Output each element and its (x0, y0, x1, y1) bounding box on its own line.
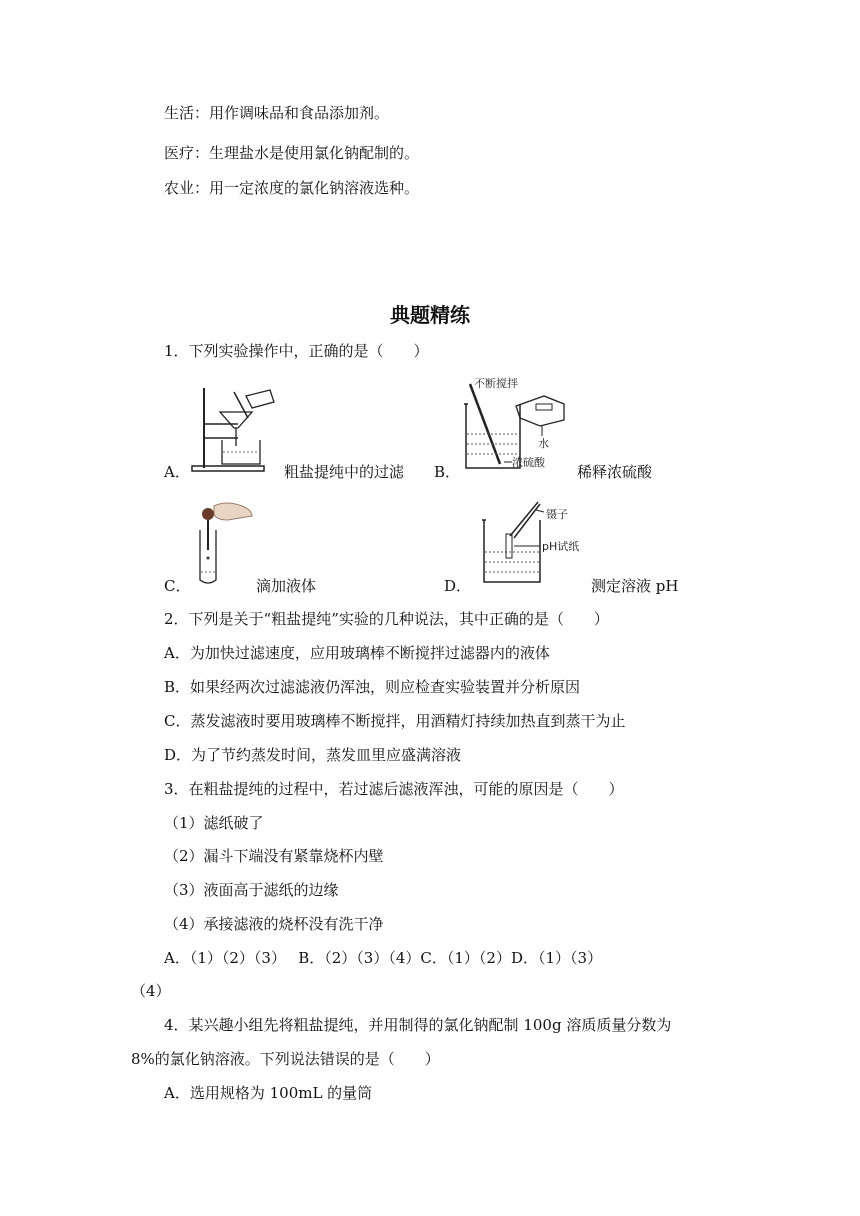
q1-option-c-letter: C． (164, 577, 191, 595)
q1-option-a-caption: 粗盐提纯中的过滤 (284, 463, 405, 481)
q3-stem: 3．在粗盐提纯的过程中，若过滤后滤液浑浊，可能的原因是（ ） (164, 780, 624, 798)
intro-agriculture: 农业：用一定浓度的氯化钠溶液选种。 (164, 179, 420, 197)
q1-option-d-caption: 测定溶液 pH (591, 577, 679, 595)
q3-item-2: （2）漏斗下端没有紧靠烧杯内壁 (164, 847, 384, 865)
fig-label-ph-paper: pH试纸 (542, 540, 580, 553)
q2-option-b: B．如果经两次过滤滤液仍浑浊，则应检查实验装置并分析原因 (164, 678, 581, 696)
q1-option-b-letter: B． (434, 463, 461, 481)
q1-option-b-caption: 稀释浓硫酸 (577, 463, 653, 481)
q3-options: A．（1）（2）（3） B．（2）（3）（4）C．（1）（2）D．（1）（3） (164, 949, 603, 967)
q2-option-d: D．为了节约蒸发时间，蒸发皿里应盛满溶液 (164, 746, 462, 764)
ph-test-figure (480, 496, 590, 588)
q1-option-d-letter: D． (444, 577, 472, 595)
q3-item-4: （4）承接滤液的烧杯没有洗干净 (164, 915, 384, 933)
fig-label-stir: 不断搅拌 (474, 377, 518, 390)
q4-stem-line2: 8%的氯化钠溶液。下列说法错误的是（ ） (131, 1050, 440, 1068)
q2-stem: 2．下列是关于“粗盐提纯”实验的几种说法，其中正确的是（ ） (164, 610, 609, 628)
q1-stem: 1．下列实验操作中，正确的是（ ） (164, 342, 429, 360)
filtration-figure (190, 382, 280, 474)
q1-option-a-letter: A． (164, 463, 190, 481)
q1-option-c-caption: 滴加液体 (256, 577, 317, 595)
intro-medical: 医疗：生理盐水是使用氯化钠配制的。 (164, 144, 420, 162)
q3-item-1: （1）滤纸破了 (164, 814, 264, 832)
fig-label-tweezers: 镊子 (546, 508, 568, 521)
q2-option-a: A．为加快过滤速度，应用玻璃棒不断搅拌过滤器内的液体 (164, 644, 550, 662)
intro-life: 生活：用作调味品和食品添加剂。 (164, 104, 390, 122)
q3-options-wrap: （4） (131, 982, 171, 1000)
q3-item-3: （3）液面高于滤纸的边缘 (164, 881, 339, 899)
q4-stem-line1: 4．某兴趣小组先将粗盐提纯，并用制得的氯化钠配制 100g 溶质质量分数为 (164, 1016, 672, 1034)
q4-option-a: A．选用规格为 100mL 的量筒 (164, 1084, 373, 1102)
q2-option-c: C．蒸发滤液时要用玻璃棒不断搅拌，用酒精灯持续加热直到蒸干为止 (164, 712, 626, 730)
fig-label-water: 水 (538, 437, 549, 450)
section-title: 典题精练 (390, 303, 470, 327)
fig-label-acid: 浓硫酸 (512, 456, 545, 469)
dilution-figure (460, 376, 570, 472)
dropper-figure (192, 500, 256, 586)
